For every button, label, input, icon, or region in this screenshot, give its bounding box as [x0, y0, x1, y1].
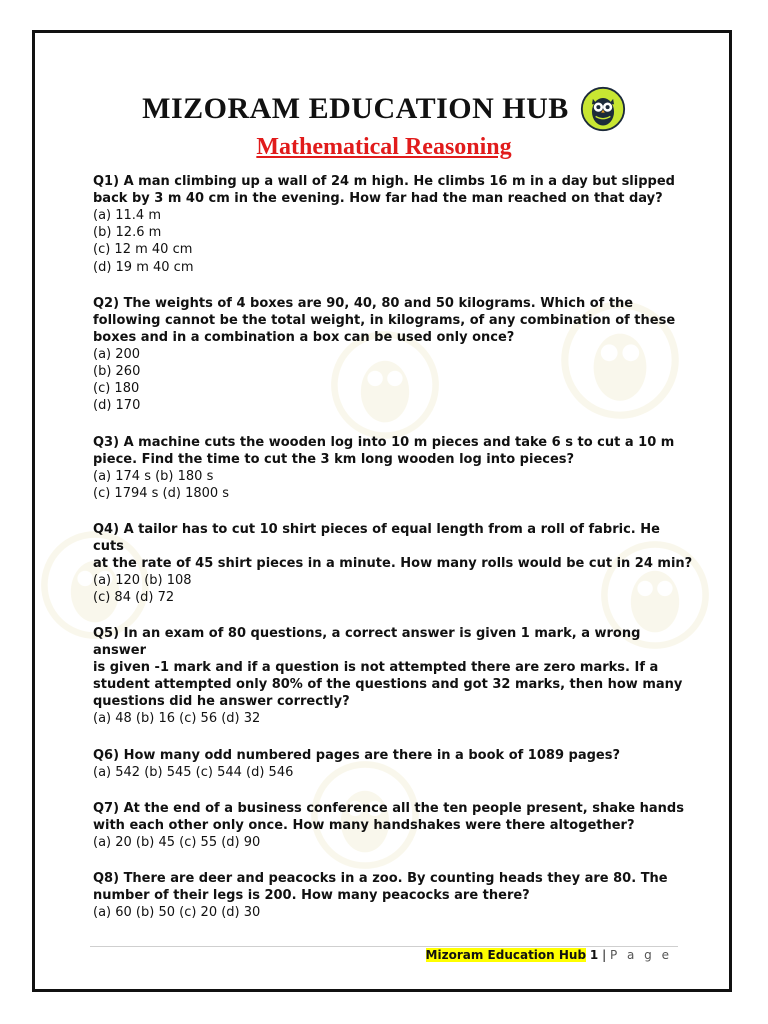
- answer-option: (a) 120 (b) 108: [93, 573, 192, 589]
- answer-option: (d) 19 m 40 cm: [93, 259, 194, 275]
- answer-option: (c) 12 m 40 cm: [93, 242, 193, 258]
- owl-icon: [580, 86, 626, 132]
- answer-options: [93, 710, 693, 727]
- question-text: Q5) In an exam of 80 questions, a correct answer is given 1 mark, a wrong answer is given -1 mark and if a question is not attempted there are zero marks. If a student attempted only 80% of the questions and got 32 marks, then how many questions did he answer correctly?: [93, 626, 683, 710]
- answer-option: (c) 180: [93, 381, 140, 397]
- question-text: Q4) A tailor has to cut 10 shirt pieces of equal length from a roll of fabric. He cuts at the rate of 45 shirt pieces in a minute. How many rolls would be cut in 24 min?: [93, 522, 693, 572]
- page-number: 1: [589, 948, 599, 962]
- question-item: [93, 800, 693, 851]
- question-text: Q2) The weights of 4 boxes are 90, 40, 80 and 50 kilograms. Which of the following cannot be the total weight, in kilograms, of any combination of these boxes and in a combination a box can be used only once?: [93, 295, 676, 345]
- page-subtitle: Mathematical Reasoning: [256, 134, 512, 160]
- answer-options: [93, 468, 693, 502]
- question-item: [93, 434, 693, 502]
- answer-option: (c) 1794 s (d) 1800 s: [93, 485, 230, 501]
- footer-separator: |: [602, 948, 607, 962]
- answer-options: [93, 764, 693, 781]
- answer-option: (a) 11.4 m: [93, 208, 161, 223]
- answer-option: (c) 84 (d) 72: [93, 590, 175, 606]
- footer-divider: [90, 946, 678, 947]
- answer-option: (b) 260: [93, 364, 141, 380]
- question-item: [93, 173, 693, 276]
- question-text: Q3) A machine cuts the wooden log into 10 m pieces and take 6 s to cut a 10 m piece. Find the time to cut the 3 km long wooden log into pieces?: [93, 434, 675, 467]
- answer-option: (d) 170: [93, 398, 141, 414]
- question-text: Q8) There are deer and peacocks in a zoo. By counting heads they are 80. The number of their legs is 200. How many peacocks are there?: [93, 871, 668, 904]
- answer-option: (a) 174 s (b) 180 s: [93, 468, 214, 484]
- page-header: [0, 86, 768, 132]
- answer-options: [93, 904, 693, 921]
- page-title: MIZORAM EDUCATION HUB: [142, 92, 569, 125]
- question-item: [93, 747, 693, 781]
- answer-option: (a) 60 (b) 50 (c) 20 (d) 30: [93, 905, 261, 921]
- question-item: [93, 295, 693, 415]
- question-text: Q1) A man climbing up a wall of 24 m high. He climbs 16 m in a day but slipped back by 3 m 40 cm in the evening. How far had the man reached on that day?: [93, 174, 675, 206]
- answer-option: (a) 200: [93, 346, 141, 362]
- answer-options: [93, 207, 693, 276]
- page-label: P a g e: [609, 948, 672, 962]
- answer-option: (b) 12.6 m: [93, 225, 162, 241]
- answer-option: (a) 20 (b) 45 (c) 55 (d) 90: [93, 834, 261, 850]
- answer-option: (a) 48 (b) 16 (c) 56 (d) 32: [93, 711, 261, 727]
- page-footer: [426, 948, 672, 962]
- question-list: [93, 173, 693, 940]
- answer-options: [93, 572, 693, 606]
- question-text: Q6) How many odd numbered pages are there in a book of 1089 pages?: [93, 747, 620, 763]
- question-item: [93, 521, 693, 606]
- answer-option: (a) 542 (b) 545 (c) 544 (d) 546: [93, 764, 294, 780]
- answer-options: [93, 834, 693, 851]
- answer-options: [93, 346, 693, 415]
- footer-brand: Mizoram Education Hub: [425, 948, 587, 962]
- question-item: [93, 625, 693, 727]
- question-item: [93, 870, 693, 921]
- question-text: Q7) At the end of a business conference all the ten people present, shake hands with each other only once. How many handshakes were there altogether?: [93, 800, 684, 833]
